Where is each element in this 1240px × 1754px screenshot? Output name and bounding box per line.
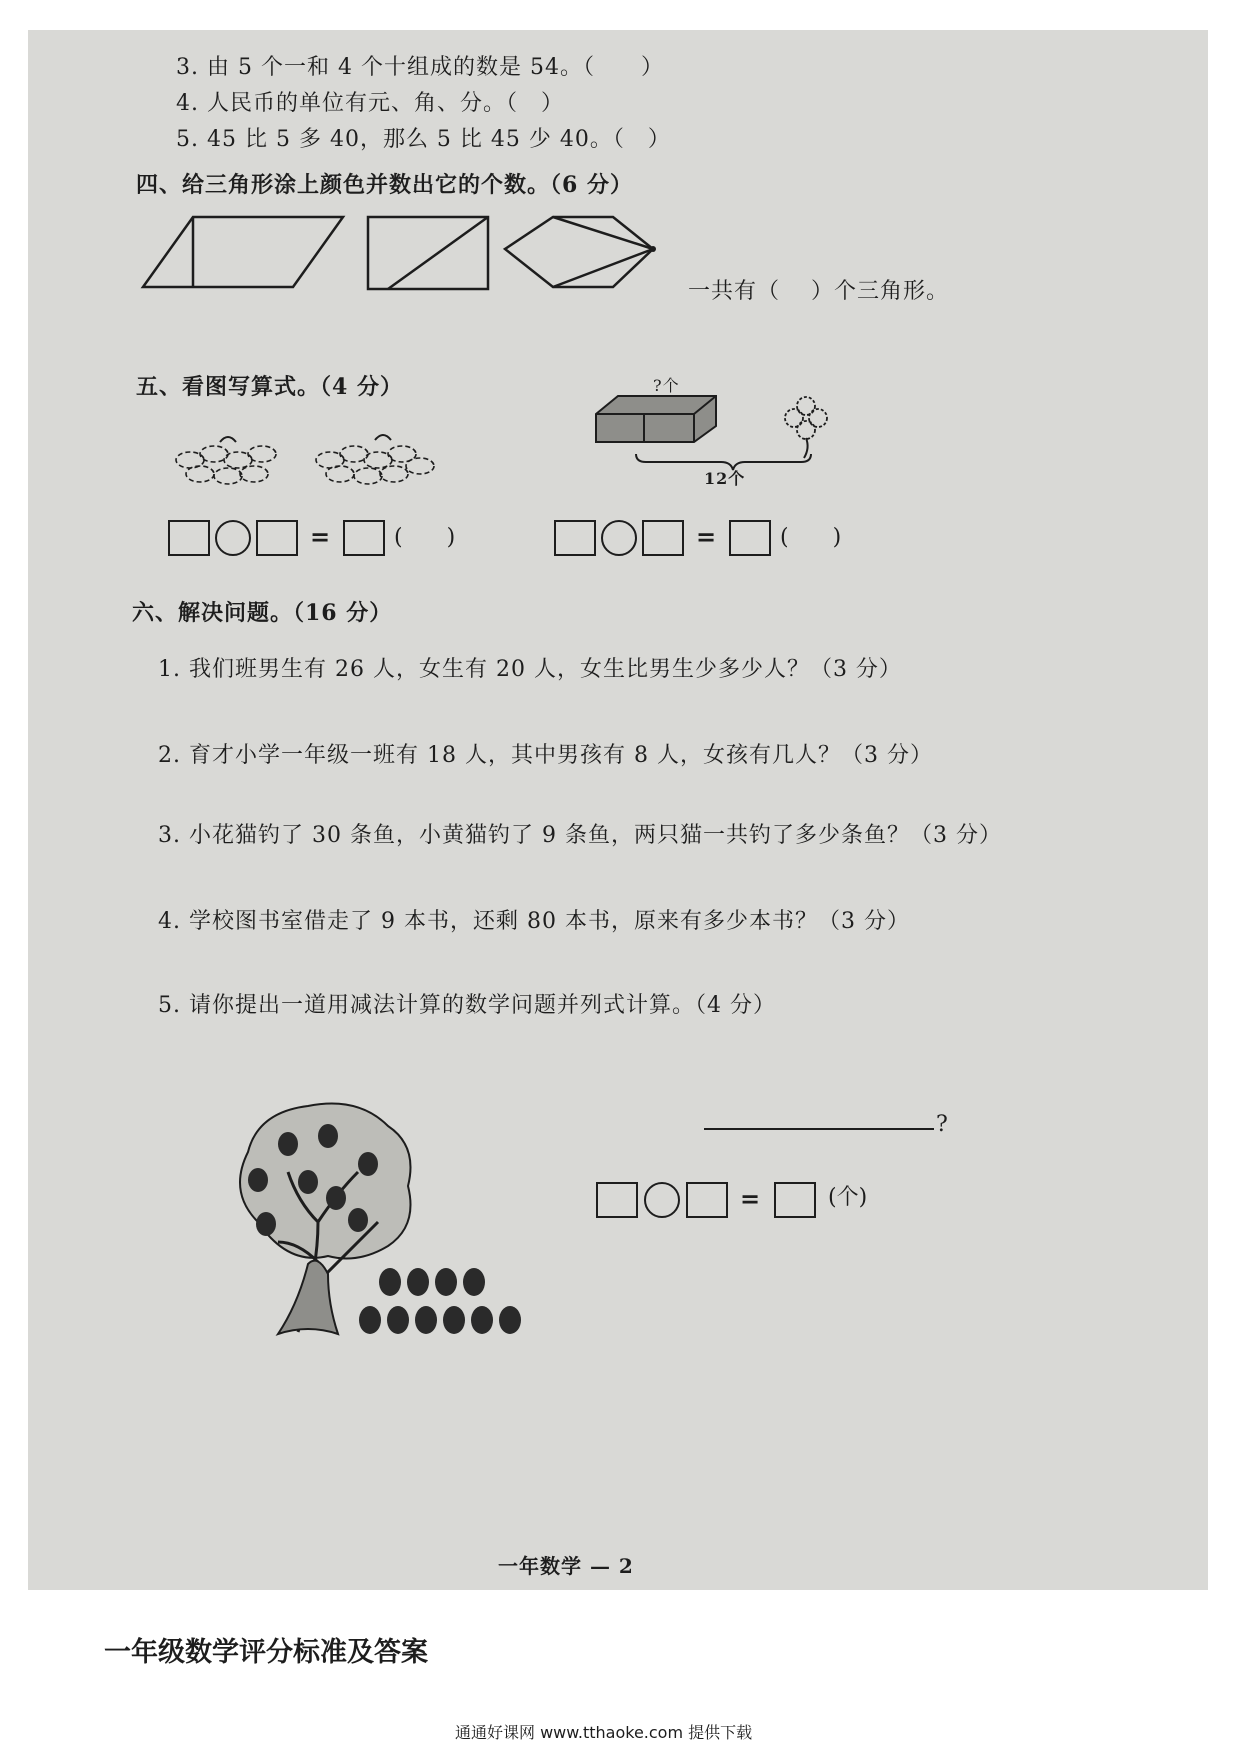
section-6-title: 六、解决问题。（16 分） xyxy=(132,600,393,626)
page-footer: 一年数学 — 2 xyxy=(498,1554,634,1578)
equation-1-box-b[interactable] xyxy=(256,520,298,556)
fruit-clusters-illustration xyxy=(170,432,450,492)
equation-2-result-box[interactable] xyxy=(729,520,771,556)
problem-5-answer-line[interactable] xyxy=(704,1128,934,1130)
triangle-count-answer: 一共有（ ）个三角形。 xyxy=(688,279,949,304)
equation-3-result-box[interactable] xyxy=(774,1182,816,1218)
equation-1-unit-paren: ( ) xyxy=(394,525,456,550)
gift-question-label: ?个 xyxy=(653,376,680,395)
triangle-figures xyxy=(143,215,663,305)
problem-4: 4. 学校图书室借走了 9 本书，还剩 80 本书，原来有多少本书？（3 分） xyxy=(158,909,910,934)
judge-item-5: 5. 45 比 5 多 40，那么 5 比 45 少 40。（ ） xyxy=(176,127,671,152)
equation-2-box-a[interactable] xyxy=(554,520,596,556)
equation-3-unit: (个) xyxy=(828,1185,868,1210)
equation-3-operator-circle[interactable] xyxy=(644,1182,680,1218)
equation-2-equals: = xyxy=(696,522,717,551)
equation-2-unit-paren: ( ) xyxy=(780,525,842,550)
equation-2-box-b[interactable] xyxy=(642,520,684,556)
problem-2: 2. 育才小学一年级一班有 18 人，其中男孩有 8 人，女孩有几人？（3 分） xyxy=(158,743,933,768)
equation-1-result-box[interactable] xyxy=(343,520,385,556)
answers-title: 一年级数学评分标准及答案 xyxy=(104,1637,428,1668)
problem-5-question-mark: ? xyxy=(936,1112,949,1137)
problem-5: 5. 请你提出一道用减法计算的数学问题并列式计算。（4 分） xyxy=(158,993,776,1018)
equation-3-box-a[interactable] xyxy=(596,1182,638,1218)
section-4-title: 四、给三角形涂上颜色并数出它的个数。（6 分） xyxy=(136,172,633,198)
equation-1-equals: = xyxy=(310,522,331,551)
equation-1-operator-circle[interactable] xyxy=(215,520,251,556)
equation-3-box-b[interactable] xyxy=(686,1182,728,1218)
download-note[interactable]: 通通好课网 www.tthaoke.com 提供下载 xyxy=(455,1723,753,1742)
problem-3: 3. 小花猫钓了 30 条鱼，小黄猫钓了 9 条鱼，两只猫一共钓了多少条鱼？（3 分） xyxy=(158,823,1002,848)
problem-1: 1. 我们班男生有 26 人，女生有 20 人，女生比男生少多少人？（3 分） xyxy=(158,657,902,682)
exam-sheet-photo xyxy=(28,30,1208,1590)
judge-item-4: 4. 人民币的单位有元、角、分。（ ） xyxy=(176,91,564,116)
equation-1-box-a[interactable] xyxy=(168,520,210,556)
judge-item-3: 3. 由 5 个一和 4 个十组成的数是 54。（ ） xyxy=(176,55,664,80)
brace-total-label: 12个 xyxy=(704,469,746,488)
equation-3-equals: = xyxy=(740,1184,761,1213)
fruit-tree-illustration xyxy=(218,1102,538,1342)
equation-2-operator-circle[interactable] xyxy=(601,520,637,556)
section-5-title: 五、看图写算式。（4 分） xyxy=(136,374,403,400)
